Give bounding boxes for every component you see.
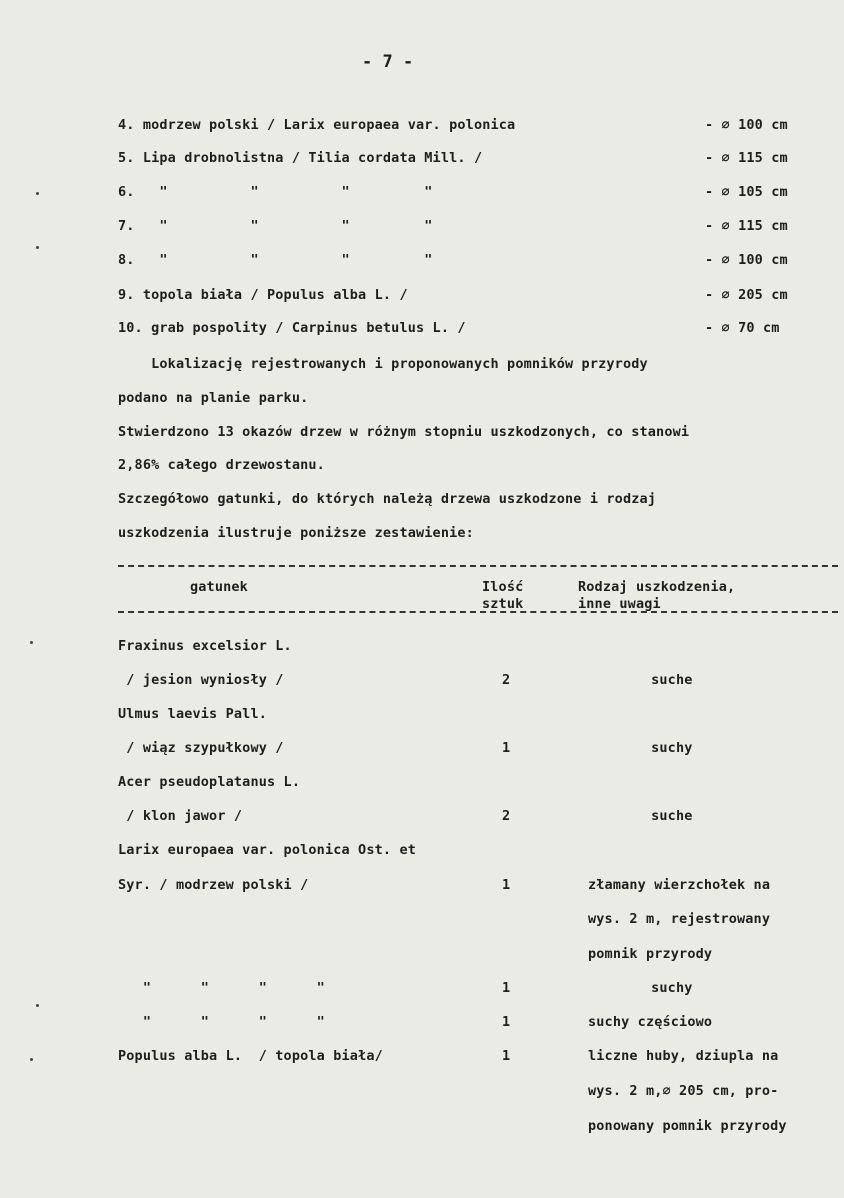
table-cell-count: 1 (502, 980, 511, 996)
table-cell-damage: ponowany pomnik przyrody (588, 1118, 787, 1134)
column-header-count: Ilość (482, 579, 524, 595)
scan-speck (30, 641, 33, 644)
column-header-count: sztuk (482, 596, 524, 612)
list-item-dimension: - ∅ 115 cm (705, 150, 788, 166)
table-cell-damage: suche (618, 808, 693, 824)
table-cell-damage: suche (618, 672, 693, 688)
table-cell-species: Syr. / modrzew polski / (118, 877, 309, 893)
table-cell-count: 1 (502, 877, 511, 893)
table-cell-species: / wiąz szypułkowy / (118, 740, 284, 756)
table-cell-count: 1 (502, 740, 511, 756)
column-header-species: gatunek (190, 579, 248, 595)
table-cell-species: / klon jawor / (118, 808, 243, 824)
table-header-rule (118, 611, 838, 613)
list-item: 8. " " " " (118, 252, 433, 268)
table-top-rule (118, 565, 838, 567)
table-cell-damage: suchy (618, 980, 693, 996)
list-item: 9. topola biała / Populus alba L. / (118, 287, 408, 303)
table-cell-species: Fraxinus excelsior L. (118, 638, 292, 654)
table-cell-count: 2 (502, 808, 511, 824)
table-cell-count: 1 (502, 1048, 511, 1064)
list-item: 7. " " " " (118, 218, 433, 234)
table-cell-damage: wys. 2 m, rejestrowany (588, 911, 771, 927)
table-cell-damage: złamany wierzchołek na (588, 877, 771, 893)
table-cell-species: Ulmus laevis Pall. (118, 706, 267, 722)
list-item-dimension: - ∅ 100 cm (705, 252, 788, 268)
list-item-dimension: - ∅ 205 cm (705, 287, 788, 303)
table-cell-damage: wys. 2 m,∅ 205 cm, pro- (588, 1083, 779, 1099)
list-item-dimension: - ∅ 100 cm (705, 117, 788, 133)
column-header-damage: Rodzaj uszkodzenia, (578, 579, 736, 595)
list-item-dimension: - ∅ 105 cm (705, 184, 788, 200)
table-cell-species: " " " " (118, 980, 325, 996)
paragraph-line: Lokalizację rejestrowanych i proponowanych pomników przyrody (118, 356, 648, 372)
page-number: - 7 - (362, 52, 414, 72)
table-cell-damage: suchy częściowo (588, 1014, 713, 1030)
paragraph-line: 2,86% całego drzewostanu. (118, 457, 325, 473)
list-item: 5. Lipa drobnolistna / Tilia cordata Mill. / (118, 150, 483, 166)
list-item-dimension: - ∅ 70 cm (705, 320, 780, 336)
table-cell-damage: suchy (618, 740, 693, 756)
column-header-damage: inne uwagi (578, 596, 661, 612)
list-item: 10. grab pospolity / Carpinus betulus L. / (118, 320, 466, 336)
table-cell-species: Populus alba L. / topola biała/ (118, 1048, 383, 1064)
table-cell-species: / jesion wyniosły / (118, 672, 284, 688)
table-cell-species: Larix europaea var. polonica Ost. et (118, 842, 416, 858)
table-cell-damage: liczne huby, dziupla na (588, 1048, 779, 1064)
paragraph-line: uszkodzenia ilustruje poniższe zestawienie: (118, 525, 474, 541)
list-item: 6. " " " " (118, 184, 433, 200)
table-cell-damage: pomnik przyrody (588, 946, 713, 962)
list-item: 4. modrzew polski / Larix europaea var. polonica (118, 117, 516, 133)
paragraph-line: podano na planie parku. (118, 390, 309, 406)
paragraph-line: Stwierdzono 13 okazów drzew w różnym stopniu uszkodzonych, co stanowi (118, 424, 690, 440)
list-item-dimension: - ∅ 115 cm (705, 218, 788, 234)
table-cell-count: 1 (502, 1014, 511, 1030)
scan-speck (36, 1004, 39, 1007)
scan-speck (36, 192, 39, 195)
paragraph-line: Szczegółowo gatunki, do których należą drzewa uszkodzone i rodzaj (118, 491, 657, 507)
scan-speck (30, 1058, 33, 1061)
table-cell-count: 2 (502, 672, 511, 688)
scan-speck (36, 246, 39, 249)
table-cell-species: Acer pseudoplatanus L. (118, 774, 301, 790)
table-cell-species: " " " " (118, 1014, 325, 1030)
